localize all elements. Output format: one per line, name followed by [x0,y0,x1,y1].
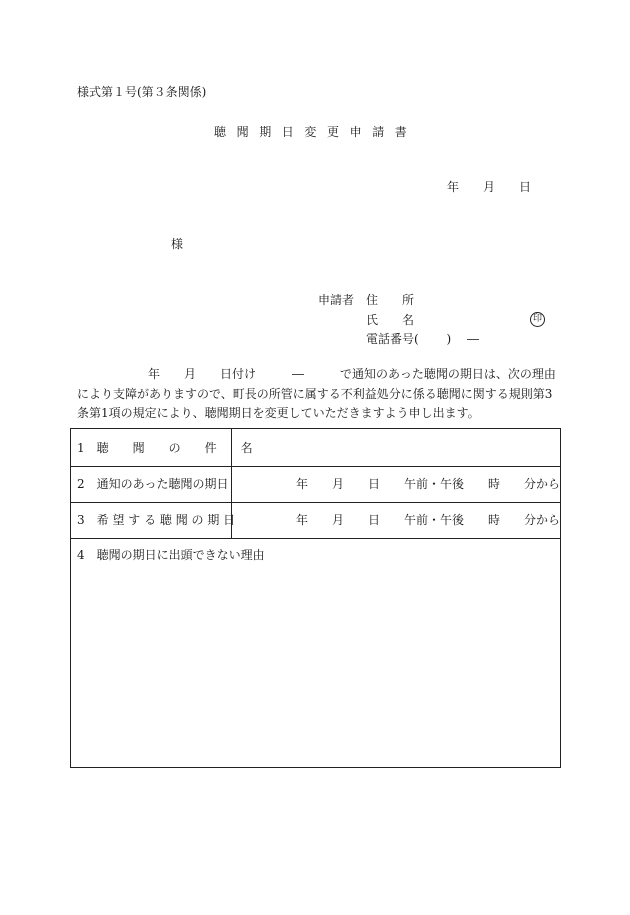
body-text-line: 年 月 日付け ― で通知のあった聴聞の期日は、次の理由 [148,367,556,381]
table-row [71,466,560,503]
row-value-notified-date: 年 月 日 午前・午後 時 分から [296,477,561,491]
table-row [71,502,560,539]
address-label: 住 所 [366,293,415,307]
phone-label: 電話番号( ) ― [366,332,479,346]
document-title: 聴聞期日変更申請書 [214,125,418,139]
form-number: 様式第１号(第３条関係) [77,85,207,99]
row-label-reason: 4 聴聞の期日に出頭できない理由 [77,548,265,562]
row-label-subject: 1 聴 聞 の 件 名 [77,441,253,455]
applicant-label: 申請者 [318,293,355,307]
row-label-desired-date: 3 希 望 す る 聴 聞 の 期 日 [77,513,236,527]
row-value-desired-date: 年 月 日 午前・午後 時 分から [296,513,561,527]
table-row [71,429,560,467]
row-label-notified-date: 2 通知のあった聴聞の期日 [77,477,229,491]
body-text-line: 条第1項の規定により、聴聞期日を変更していただきますよう申し出ます。 [77,406,480,420]
seal-icon: 印 [530,312,545,327]
addressee: 様 [171,237,184,251]
table-row [71,538,560,768]
date-line: 年 月 日 [447,180,532,194]
body-text-line: により支障がありますので、町長の所管に属する不利益処分に係る聴聞に関する規則第3 [77,387,553,401]
request-table [70,428,561,768]
name-label: 氏 名 [366,313,415,327]
